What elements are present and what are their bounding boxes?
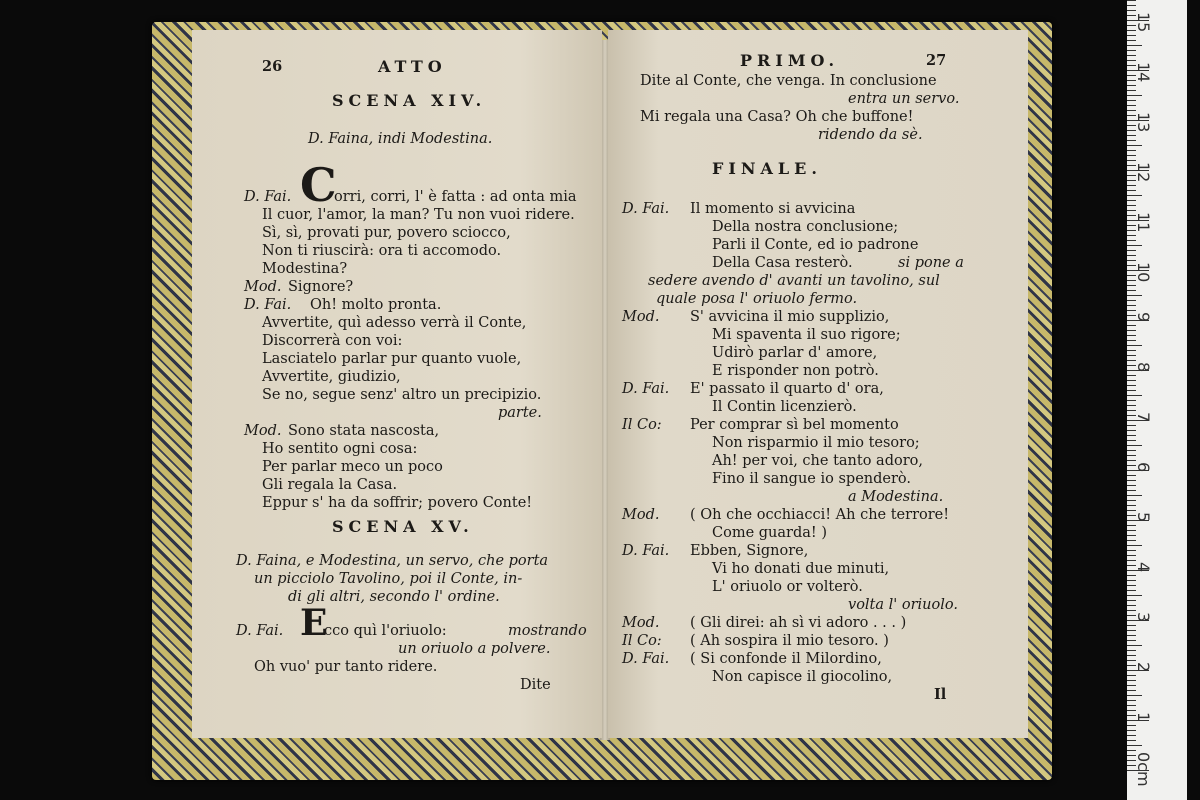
ruler-tick <box>1127 110 1136 111</box>
ruler-tick <box>1127 525 1136 526</box>
verse-line: Lasciatelo parlar pur quanto vuole, <box>262 351 522 367</box>
ruler-tick <box>1127 90 1136 91</box>
ruler-tick <box>1127 735 1136 736</box>
ruler-tick <box>1127 730 1136 731</box>
ruler-tick <box>1127 750 1136 751</box>
speaker: Mod. <box>244 279 282 295</box>
ruler-number: 12 <box>1134 162 1153 183</box>
ruler-tick <box>1127 455 1136 456</box>
ruler-tick <box>1127 445 1142 446</box>
verse-line: Signore? <box>288 279 354 295</box>
verse-line: ( Oh che occhiacci! Ah che terrore! <box>690 507 950 523</box>
verse-line: Sì, sì, provati pur, povero sciocco, <box>262 225 511 241</box>
ruler-number: 8 <box>1134 362 1153 373</box>
ruler-tick <box>1127 185 1136 186</box>
ruler-tick <box>1127 235 1136 236</box>
ruler-tick <box>1127 550 1136 551</box>
ruler-tick <box>1127 325 1136 326</box>
verse-line: Eppur s' ha da soffrir; povero Conte! <box>262 495 533 511</box>
ruler-tick <box>1127 630 1136 631</box>
verse-line: Come guarda! ) <box>712 525 827 541</box>
ruler-tick <box>1127 440 1136 441</box>
verse-line: Della Casa resterò. <box>712 255 853 271</box>
verse-line: Dite al Conte, che venga. In conclusione <box>640 73 937 89</box>
ruler-tick <box>1127 245 1142 246</box>
verse-line: Mi regala una Casa? Oh che buffone! <box>640 109 914 125</box>
page-number: 26 <box>262 58 283 75</box>
ruler-tick <box>1127 530 1136 531</box>
ruler-tick <box>1127 625 1136 626</box>
ruler-tick <box>1127 650 1136 651</box>
ruler-tick <box>1127 5 1136 6</box>
verse-line: Non capisce il giocolino, <box>712 669 893 685</box>
ruler-tick <box>1127 155 1136 156</box>
ruler-tick <box>1127 310 1136 311</box>
stage-direction: si pone a <box>898 255 964 271</box>
speaker: D. Fai. <box>236 623 284 639</box>
verse-line: S' avvicina il mio supplizio, <box>690 309 890 325</box>
ruler-tick <box>1127 575 1136 576</box>
ruler-tick <box>1127 210 1136 211</box>
ruler-tick <box>1127 345 1142 346</box>
catchword: Il <box>934 686 947 703</box>
verse-line: Della nostra conclusione; <box>712 219 899 235</box>
ruler-tick <box>1127 305 1136 306</box>
verse-line: Il momento si avvicina <box>690 201 856 217</box>
speaker: Il Co: <box>622 417 662 433</box>
verse-line: Ho sentito ogni cosa: <box>262 441 418 457</box>
verse-line: Mi spaventa il suo rigore; <box>712 327 901 343</box>
ruler-tick <box>1127 190 1136 191</box>
ruler-tick <box>1127 105 1136 106</box>
stage-direction: sedere avendo d' avanti un tavolino, sul <box>648 273 940 289</box>
scene-cast: D. Faina, e Modestina, un servo, che porta <box>236 553 549 569</box>
ruler-tick <box>1127 700 1136 701</box>
verse-line: Vi ho donati due minuti, <box>712 561 890 577</box>
verse-line: Oh! molto pronta. <box>310 297 442 313</box>
verse-line: Il cuor, l'amor, la man? Tu non vuoi ridere. <box>262 207 575 223</box>
ruler-number: 7 <box>1134 412 1153 423</box>
ruler-tick <box>1127 360 1136 361</box>
ruler-tick <box>1127 255 1136 256</box>
ruler-tick <box>1127 460 1136 461</box>
ruler-tick <box>1127 585 1136 586</box>
ruler-tick <box>1127 85 1136 86</box>
verse-line: cco quì l'oriuolo: <box>324 623 447 639</box>
ruler-tick <box>1127 405 1136 406</box>
verse-line: Discorrerà con voi: <box>262 333 403 349</box>
speaker: Mod. <box>622 507 660 523</box>
verse-line: Parli il Conte, ed io padrone <box>712 237 919 253</box>
scene-cast: D. Faina, indi Modestina. <box>308 131 493 147</box>
verse-line: Oh vuo' pur tanto ridere. <box>254 659 438 675</box>
ruler-tick <box>1127 435 1136 436</box>
ruler-tick <box>1127 50 1136 51</box>
verse-line: Avvertite, giudizio, <box>262 369 401 385</box>
ruler-tick <box>1127 205 1136 206</box>
catchword: Dite <box>520 677 551 693</box>
verse-line: Sono stata nascosta, <box>288 423 440 439</box>
ruler-tick <box>1127 150 1136 151</box>
ruler-tick <box>1127 35 1136 36</box>
ruler-tick <box>1127 410 1136 411</box>
ruler-tick <box>1127 595 1142 596</box>
ruler-tick <box>1127 140 1136 141</box>
ruler-number: 1 <box>1134 712 1153 723</box>
ruler-tick <box>1127 290 1136 291</box>
verse-line: orri, corri, l' è fatta : ad onta mia <box>334 189 577 205</box>
running-head: ATTO <box>378 57 447 76</box>
ruler-tick <box>1127 545 1142 546</box>
ruler-number: 13 <box>1134 112 1153 133</box>
page-number: 27 <box>926 52 947 69</box>
ruler-number: 9 <box>1134 312 1153 323</box>
ruler-tick <box>1127 340 1136 341</box>
ruler-tick <box>1127 500 1136 501</box>
stage-direction: quale posa l' oriuolo fermo. <box>656 291 858 307</box>
verse-line: Fino il sangue io spenderò. <box>712 471 911 487</box>
ruler-tick <box>1127 695 1142 696</box>
ruler-tick <box>1127 485 1136 486</box>
stage-direction: entra un servo. <box>848 91 960 107</box>
ruler-tick <box>1127 675 1136 676</box>
ruler-tick <box>1127 495 1142 496</box>
ruler-tick <box>1127 355 1136 356</box>
running-head: PRIMO. <box>740 51 840 70</box>
verse-line: ( Si confonde il Milordino, <box>690 651 882 667</box>
speaker: Mod. <box>622 309 660 325</box>
verse-line: Ah! per voi, che tanto adoro, <box>712 453 923 469</box>
ruler-tick <box>1127 45 1142 46</box>
ruler-tick <box>1127 195 1142 196</box>
ruler-number: 4 <box>1134 562 1153 573</box>
ruler-tick <box>1127 430 1136 431</box>
ruler-tick <box>1127 660 1136 661</box>
ruler-tick <box>1127 10 1136 11</box>
scene-cast: un picciolo Tavolino, poi il Conte, in- <box>254 571 523 587</box>
verse-line: Ebben, Signore, <box>690 543 809 559</box>
speaker: D. Fai. <box>622 651 670 667</box>
ruler-tick <box>1127 425 1136 426</box>
ruler-tick <box>1127 40 1136 41</box>
ruler-tick <box>1127 0 1136 1</box>
speaker: Mod. <box>622 615 660 631</box>
ruler-tick <box>1127 285 1136 286</box>
ruler-tick <box>1127 505 1136 506</box>
speaker: Mod. <box>244 423 282 439</box>
ruler-tick <box>1127 200 1136 201</box>
verse-line: ( Gli direi: ah sì vi adoro . . . ) <box>690 615 907 631</box>
ruler-tick <box>1127 95 1142 96</box>
ruler-tick <box>1127 645 1142 646</box>
ruler-tick <box>1127 555 1136 556</box>
ruler-tick <box>1127 135 1136 136</box>
ruler-tick <box>1127 590 1136 591</box>
ruler-tick <box>1127 535 1136 536</box>
verse-line: Gli regala la Casa. <box>262 477 398 493</box>
verse-line: Per parlar meco un poco <box>262 459 443 475</box>
ruler-tick <box>1127 240 1136 241</box>
ruler-tick <box>1127 610 1136 611</box>
ruler-tick <box>1127 680 1136 681</box>
ruler-tick <box>1127 605 1136 606</box>
stage-direction: parte. <box>498 405 542 421</box>
ruler-unit-label: 0cm <box>1134 752 1153 787</box>
ruler-tick <box>1127 60 1136 61</box>
scene-title: SCENA XV. <box>332 517 474 536</box>
verse-line: Il Contin licenzierò. <box>712 399 857 415</box>
ruler-tick <box>1127 540 1136 541</box>
ruler-tick <box>1127 55 1136 56</box>
ruler-tick <box>1127 380 1136 381</box>
speaker: D. Fai. <box>622 381 670 397</box>
speaker: D. Fai. <box>622 543 670 559</box>
ruler-tick <box>1127 350 1136 351</box>
verse-line: ( Ah sospira il mio tesoro. ) <box>690 633 889 649</box>
ruler-tick <box>1127 480 1136 481</box>
ruler-tick <box>1127 655 1136 656</box>
ruler-number: 2 <box>1134 662 1153 673</box>
stage-direction: ridendo da sè. <box>818 127 923 143</box>
ruler-tick <box>1127 450 1136 451</box>
verse-line: Udirò parlar d' amore, <box>712 345 878 361</box>
ruler-number: 15 <box>1134 12 1153 33</box>
ruler-tick <box>1127 705 1136 706</box>
ruler-tick <box>1127 490 1136 491</box>
verse-line: E risponder non potrò. <box>712 363 879 379</box>
ruler-tick <box>1127 745 1142 746</box>
scene-title: SCENA XIV. <box>332 91 487 110</box>
speaker: D. Fai. <box>244 297 292 313</box>
ruler-tick <box>1127 690 1136 691</box>
ruler-tick <box>1127 710 1136 711</box>
ruler-number: 10 <box>1134 262 1153 283</box>
stage-direction: mostrando <box>508 623 587 639</box>
ruler-tick <box>1127 685 1136 686</box>
verse-line: Modestina? <box>262 261 348 277</box>
ruler-tick <box>1127 145 1142 146</box>
ruler-tick <box>1127 160 1136 161</box>
verse-line: L' oriuolo or volterò. <box>712 579 863 595</box>
left-page <box>192 30 602 738</box>
ruler-tick <box>1127 640 1136 641</box>
right-page <box>608 30 1028 738</box>
ruler-tick <box>1127 475 1136 476</box>
ruler-tick <box>1127 100 1136 101</box>
ruler-number: 11 <box>1134 212 1153 233</box>
scene-cast: di gli altri, secondo l' ordine. <box>288 589 500 605</box>
verse-line: Se no, segue senz' altro un precipizio. <box>262 387 542 403</box>
ruler-tick <box>1127 390 1136 391</box>
verse-line: Non risparmio il mio tesoro; <box>712 435 920 451</box>
drop-cap: E <box>300 602 328 644</box>
verse-line: E' passato il quarto d' ora, <box>690 381 884 397</box>
speaker: D. Fai. <box>244 189 292 205</box>
ruler-tick <box>1127 330 1136 331</box>
stage-direction: un oriuolo a polvere. <box>398 641 551 657</box>
ruler-tick <box>1127 635 1136 636</box>
measuring-ruler <box>1127 0 1187 800</box>
ruler-tick <box>1127 395 1142 396</box>
ruler-tick <box>1127 260 1136 261</box>
ruler-number: 5 <box>1134 512 1153 523</box>
ruler-tick <box>1127 335 1136 336</box>
ruler-tick <box>1127 740 1136 741</box>
speaker: Il Co: <box>622 633 662 649</box>
ruler-tick <box>1127 250 1136 251</box>
verse-line: Avvertite, quì adesso verrà il Conte, <box>262 315 527 331</box>
ruler-number: 6 <box>1134 462 1153 473</box>
drop-cap: C <box>300 158 337 212</box>
stage-direction: a Modestina. <box>848 489 944 505</box>
ruler-tick <box>1127 295 1142 296</box>
ruler-tick <box>1127 375 1136 376</box>
ruler-tick <box>1127 510 1136 511</box>
ruler-tick <box>1127 725 1136 726</box>
ruler-tick <box>1127 600 1136 601</box>
finale-title: FINALE. <box>712 159 822 178</box>
ruler-tick <box>1127 580 1136 581</box>
ruler-tick <box>1127 385 1136 386</box>
ruler-tick <box>1127 560 1136 561</box>
verse-line: Non ti riuscirà: ora ti accomodo. <box>262 243 502 259</box>
ruler-tick <box>1127 300 1136 301</box>
ruler-number: 14 <box>1134 62 1153 83</box>
ruler-number: 3 <box>1134 612 1153 623</box>
verse-line: Per comprar sì bel momento <box>690 417 899 433</box>
ruler-tick <box>1127 400 1136 401</box>
stage-direction: volta l' oriuolo. <box>848 597 958 613</box>
speaker: D. Fai. <box>622 201 670 217</box>
